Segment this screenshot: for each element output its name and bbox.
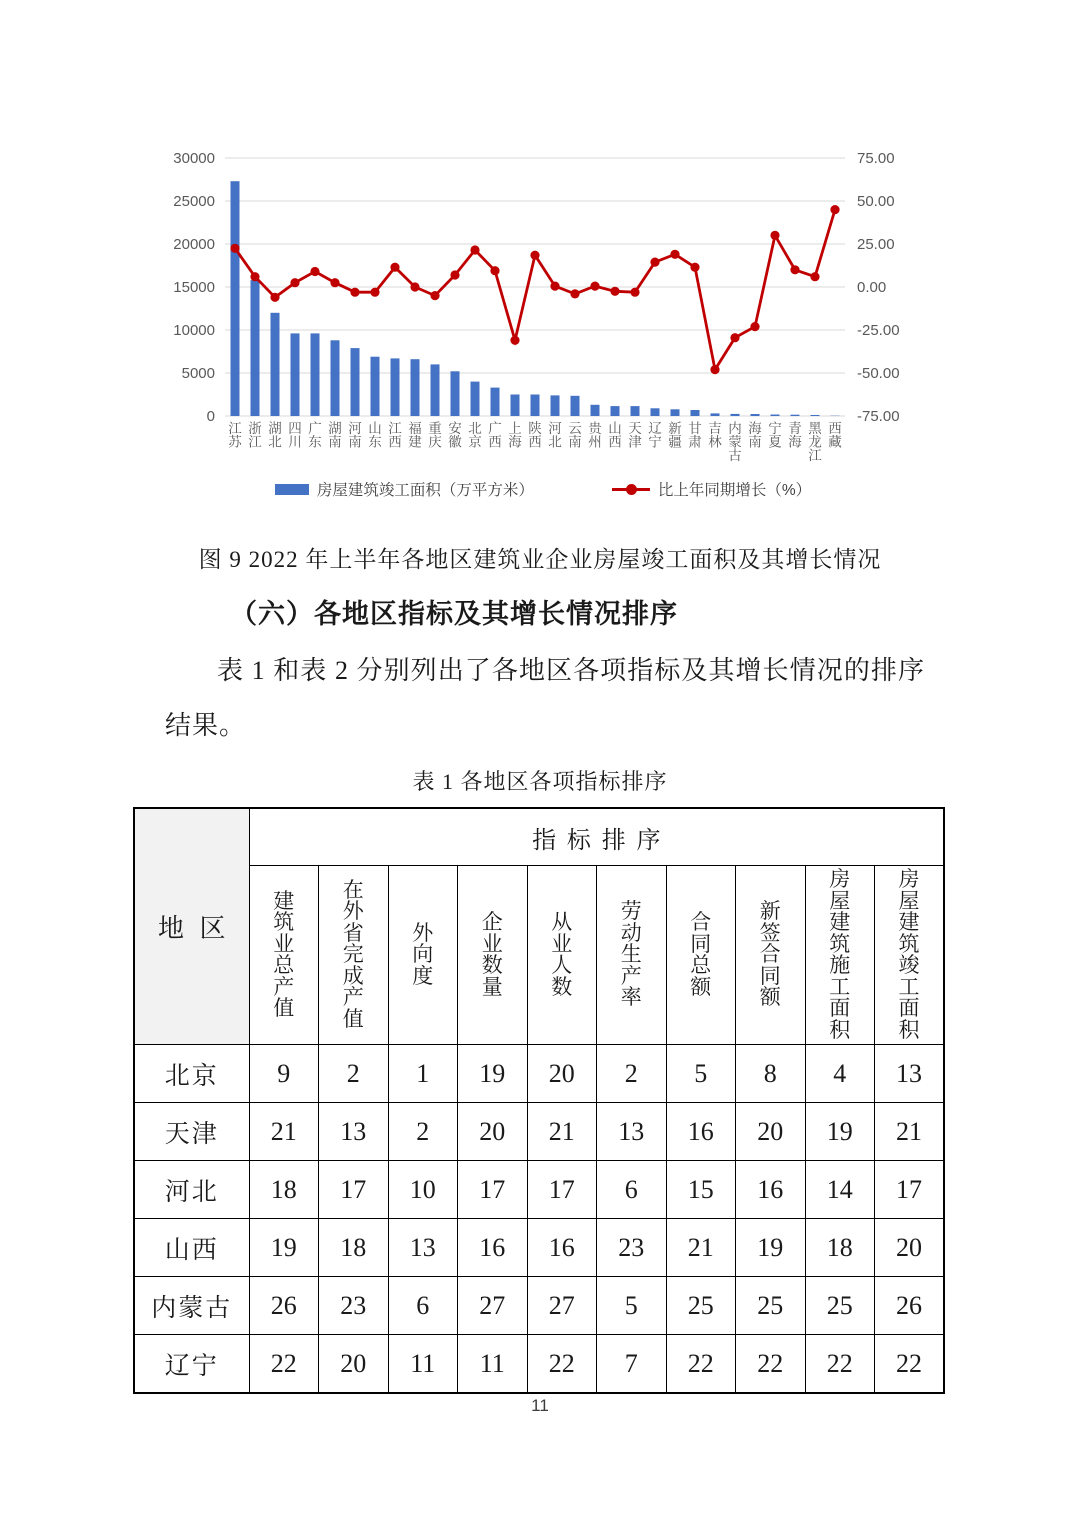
line-marker xyxy=(750,322,759,331)
rank-cell: 2 xyxy=(319,1045,389,1103)
line-marker xyxy=(290,278,299,287)
bar xyxy=(511,395,520,417)
right-axis-tick: -50.00 xyxy=(857,365,900,382)
x-axis-label: 甘肃 xyxy=(688,421,702,450)
line-marker xyxy=(470,245,479,254)
line-marker xyxy=(550,282,559,291)
bar xyxy=(631,406,640,416)
rank-cell: 25 xyxy=(736,1277,806,1335)
rank-cell: 22 xyxy=(875,1335,945,1394)
bar xyxy=(591,405,600,416)
x-axis-label: 黑龙江 xyxy=(808,421,822,463)
bar xyxy=(311,333,320,416)
legend-label-line: 比上年同期增长（%） xyxy=(657,482,812,499)
rank-cell: 25 xyxy=(805,1277,875,1335)
rank-cell: 17 xyxy=(875,1161,945,1219)
x-axis-label: 浙江 xyxy=(248,421,262,450)
line-marker xyxy=(430,291,439,300)
line-marker xyxy=(370,288,379,297)
growth-line xyxy=(235,210,835,370)
rank-cell: 2 xyxy=(597,1045,667,1103)
figure-caption: 图 9 2022 年上半年各地区建筑业企业房屋竣工面积及其增长情况 xyxy=(198,547,882,572)
x-axis-label: 宁夏 xyxy=(768,421,782,450)
x-axis-label: 重庆 xyxy=(428,421,442,450)
bar xyxy=(691,410,700,416)
line-marker xyxy=(810,272,819,281)
rank-cell: 19 xyxy=(249,1219,319,1277)
line-marker-icon xyxy=(626,484,637,495)
line-marker xyxy=(710,365,719,374)
right-axis-tick: 75.00 xyxy=(857,150,895,167)
line-marker xyxy=(830,205,839,214)
rank-cell: 26 xyxy=(875,1277,945,1335)
x-axis-label: 上海 xyxy=(508,421,522,450)
rank-cell: 6 xyxy=(388,1277,458,1335)
line-marker xyxy=(610,287,619,296)
rank-cell: 19 xyxy=(805,1103,875,1161)
rank-cell: 21 xyxy=(249,1103,319,1161)
rank-cell: 20 xyxy=(527,1045,597,1103)
bar xyxy=(671,409,680,416)
x-axis-label: 广东 xyxy=(308,421,322,450)
right-axis-tick: 50.00 xyxy=(857,193,895,210)
line-marker xyxy=(230,244,239,253)
right-axis-tick: 0.00 xyxy=(857,279,887,296)
rank-cell: 23 xyxy=(597,1219,667,1277)
left-axis-tick: 0 xyxy=(206,408,215,425)
figure-9-chart xyxy=(143,136,943,500)
table-header-row-1 xyxy=(134,808,944,866)
region-cell: 河北 xyxy=(134,1161,249,1219)
bar xyxy=(731,414,740,416)
right-axis-tick: -75.00 xyxy=(857,408,900,425)
x-axis-label: 辽宁 xyxy=(648,421,662,450)
left-axis-tick: 10000 xyxy=(173,322,215,339)
region-cell: 辽宁 xyxy=(134,1335,249,1394)
bar xyxy=(791,415,800,416)
rank-cell: 7 xyxy=(597,1335,667,1394)
bar xyxy=(451,371,460,416)
x-axis-label: 贵州 xyxy=(588,421,602,450)
bar xyxy=(471,382,480,416)
region-cell: 天津 xyxy=(134,1103,249,1161)
region-cell: 内蒙古 xyxy=(134,1277,249,1335)
bar xyxy=(751,414,760,416)
x-axis-label: 陕西 xyxy=(528,421,542,450)
bar xyxy=(711,413,720,416)
column-header: 外 向 度 xyxy=(388,866,458,1045)
region-cell: 北京 xyxy=(134,1045,249,1103)
line-marker xyxy=(310,267,319,276)
rank-cell: 1 xyxy=(388,1045,458,1103)
legend-item-bar xyxy=(275,478,534,500)
bar xyxy=(771,415,780,417)
bar xyxy=(491,388,500,416)
line-marker xyxy=(570,289,579,298)
line-marker xyxy=(770,231,779,240)
line-marker xyxy=(590,282,599,291)
line-marker xyxy=(690,263,699,272)
rank-cell: 16 xyxy=(527,1219,597,1277)
x-axis-label: 福建 xyxy=(408,421,422,450)
bar xyxy=(411,359,420,416)
rank-cell: 17 xyxy=(319,1161,389,1219)
x-axis-label: 内蒙古 xyxy=(728,421,742,463)
rank-cell: 27 xyxy=(527,1277,597,1335)
x-axis-label: 湖南 xyxy=(328,421,342,450)
line-marker xyxy=(650,258,659,267)
x-axis-label: 河南 xyxy=(348,421,362,450)
line-marker xyxy=(790,265,799,274)
bar xyxy=(811,415,820,416)
rank-cell: 13 xyxy=(388,1219,458,1277)
rank-cell: 16 xyxy=(458,1219,528,1277)
rank-cell: 15 xyxy=(666,1161,736,1219)
line-marker xyxy=(270,293,279,302)
column-header: 企 业 数 量 xyxy=(458,866,528,1045)
bar xyxy=(371,357,380,416)
rank-cell: 22 xyxy=(527,1335,597,1394)
x-axis-label: 海南 xyxy=(748,421,762,450)
chart-svg xyxy=(143,136,943,466)
x-axis-label: 广西 xyxy=(488,421,502,450)
right-axis-tick: -25.00 xyxy=(857,322,900,339)
table-row xyxy=(134,1161,944,1219)
x-axis-label: 山东 xyxy=(368,421,382,450)
bar xyxy=(611,406,620,416)
line-marker xyxy=(530,251,539,260)
legend-label-bar: 房屋建筑竣工面积（万平方米） xyxy=(316,482,534,499)
page-number: 11 xyxy=(531,1396,549,1415)
x-axis-label: 北京 xyxy=(468,421,482,450)
rank-cell: 14 xyxy=(805,1161,875,1219)
rank-cell: 19 xyxy=(458,1045,528,1103)
table-caption: 表 1 各地区各项指标排序 xyxy=(412,769,668,794)
x-axis-label: 吉林 xyxy=(708,421,722,450)
legend-item-line xyxy=(612,478,811,500)
left-axis-tick: 15000 xyxy=(173,279,215,296)
rank-cell: 20 xyxy=(875,1219,945,1277)
line-marker xyxy=(350,288,359,297)
bar xyxy=(531,395,540,417)
x-axis-label: 云南 xyxy=(568,421,582,450)
rank-cell: 18 xyxy=(319,1219,389,1277)
rank-cell: 22 xyxy=(249,1335,319,1394)
rank-cell: 22 xyxy=(805,1335,875,1394)
line-marker xyxy=(450,270,459,279)
left-axis-tick: 30000 xyxy=(173,150,215,167)
left-axis-tick: 20000 xyxy=(173,236,215,253)
rank-table xyxy=(133,807,945,1394)
rank-cell: 17 xyxy=(458,1161,528,1219)
line-marker xyxy=(730,333,739,342)
column-header: 合 同 总 额 xyxy=(666,866,736,1045)
rank-cell: 11 xyxy=(388,1335,458,1394)
table-row xyxy=(134,1277,944,1335)
x-axis-label: 山西 xyxy=(608,421,622,450)
bar xyxy=(271,313,280,416)
chart-legend xyxy=(143,478,943,500)
line-marker xyxy=(670,250,679,259)
table-body xyxy=(134,1045,944,1394)
rank-cell: 21 xyxy=(527,1103,597,1161)
x-axis-label: 江苏 xyxy=(228,421,242,450)
right-axis-tick: 25.00 xyxy=(857,236,895,253)
line-marker xyxy=(630,288,639,297)
line-marker xyxy=(330,278,339,287)
bar xyxy=(251,280,260,416)
left-axis-tick: 25000 xyxy=(173,193,215,210)
column-header: 建 筑 业 总 产 值 xyxy=(249,866,319,1045)
rank-cell: 21 xyxy=(666,1219,736,1277)
x-axis-label: 湖北 xyxy=(268,421,282,450)
rank-cell: 16 xyxy=(736,1161,806,1219)
x-axis-label: 江西 xyxy=(388,421,402,450)
x-axis-label: 青海 xyxy=(788,421,802,450)
x-axis-label: 安徽 xyxy=(448,421,462,450)
rank-cell: 13 xyxy=(597,1103,667,1161)
rank-cell: 10 xyxy=(388,1161,458,1219)
rank-cell: 8 xyxy=(736,1045,806,1103)
x-axis-label: 新疆 xyxy=(668,421,682,450)
line-marker xyxy=(250,272,259,281)
region-cell: 山西 xyxy=(134,1219,249,1277)
rank-cell: 4 xyxy=(805,1045,875,1103)
rank-cell: 20 xyxy=(736,1103,806,1161)
bar xyxy=(291,333,300,416)
column-header: 从 业 人 数 xyxy=(527,866,597,1045)
group-header: 指标排序 xyxy=(249,808,944,866)
column-header: 房 屋 建 筑 施 工 面 积 xyxy=(805,866,875,1045)
rank-cell: 23 xyxy=(319,1277,389,1335)
column-header: 新 签 合 同 额 xyxy=(736,866,806,1045)
rank-cell: 2 xyxy=(388,1103,458,1161)
table-header-row-2 xyxy=(134,866,944,1045)
paragraph: 表 1 和表 2 分别列出了各地区各项指标及其增长情况的排序结果。 xyxy=(165,656,925,740)
column-header: 房 屋 建 筑 竣 工 面 积 xyxy=(875,866,945,1045)
bar xyxy=(351,348,360,416)
left-axis-tick: 5000 xyxy=(181,365,215,382)
rank-cell: 18 xyxy=(249,1161,319,1219)
rank-cell: 22 xyxy=(666,1335,736,1394)
rank-cell: 9 xyxy=(249,1045,319,1103)
column-header: 在 外 省 完 成 产 值 xyxy=(319,866,389,1045)
x-axis-label: 河北 xyxy=(548,421,562,450)
bar xyxy=(651,408,660,416)
line-marker xyxy=(510,336,519,345)
line-marker xyxy=(490,266,499,275)
bar xyxy=(331,340,340,416)
region-header: 地区 xyxy=(134,808,249,1045)
table-row xyxy=(134,1045,944,1103)
line-marker xyxy=(390,263,399,272)
rank-cell: 13 xyxy=(875,1045,945,1103)
bar xyxy=(551,395,560,416)
table-row xyxy=(134,1219,944,1277)
x-axis-label: 西藏 xyxy=(828,421,842,450)
bar xyxy=(391,358,400,416)
rank-cell: 22 xyxy=(736,1335,806,1394)
x-axis-label: 四川 xyxy=(288,421,302,450)
rank-cell: 6 xyxy=(597,1161,667,1219)
line-legend-swatch-icon xyxy=(612,488,650,491)
rank-cell: 13 xyxy=(319,1103,389,1161)
rank-cell: 21 xyxy=(875,1103,945,1161)
bar xyxy=(431,364,440,416)
bar-legend-swatch-icon xyxy=(275,484,309,495)
line-marker xyxy=(410,282,419,291)
column-header: 劳 动 生 产 率 xyxy=(597,866,667,1045)
rank-cell: 26 xyxy=(249,1277,319,1335)
table-row xyxy=(134,1335,944,1394)
rank-cell: 5 xyxy=(666,1045,736,1103)
x-axis-label: 天津 xyxy=(628,421,642,450)
section-heading: （六）各地区指标及其增长情况排序 xyxy=(230,599,678,629)
rank-cell: 27 xyxy=(458,1277,528,1335)
rank-cell: 20 xyxy=(458,1103,528,1161)
rank-cell: 5 xyxy=(597,1277,667,1335)
rank-cell: 18 xyxy=(805,1219,875,1277)
rank-cell: 16 xyxy=(666,1103,736,1161)
rank-cell: 11 xyxy=(458,1335,528,1394)
bar xyxy=(571,396,580,416)
rank-cell: 25 xyxy=(666,1277,736,1335)
rank-cell: 19 xyxy=(736,1219,806,1277)
bar xyxy=(231,181,240,416)
table-row xyxy=(134,1103,944,1161)
rank-cell: 20 xyxy=(319,1335,389,1394)
rank-cell: 17 xyxy=(527,1161,597,1219)
